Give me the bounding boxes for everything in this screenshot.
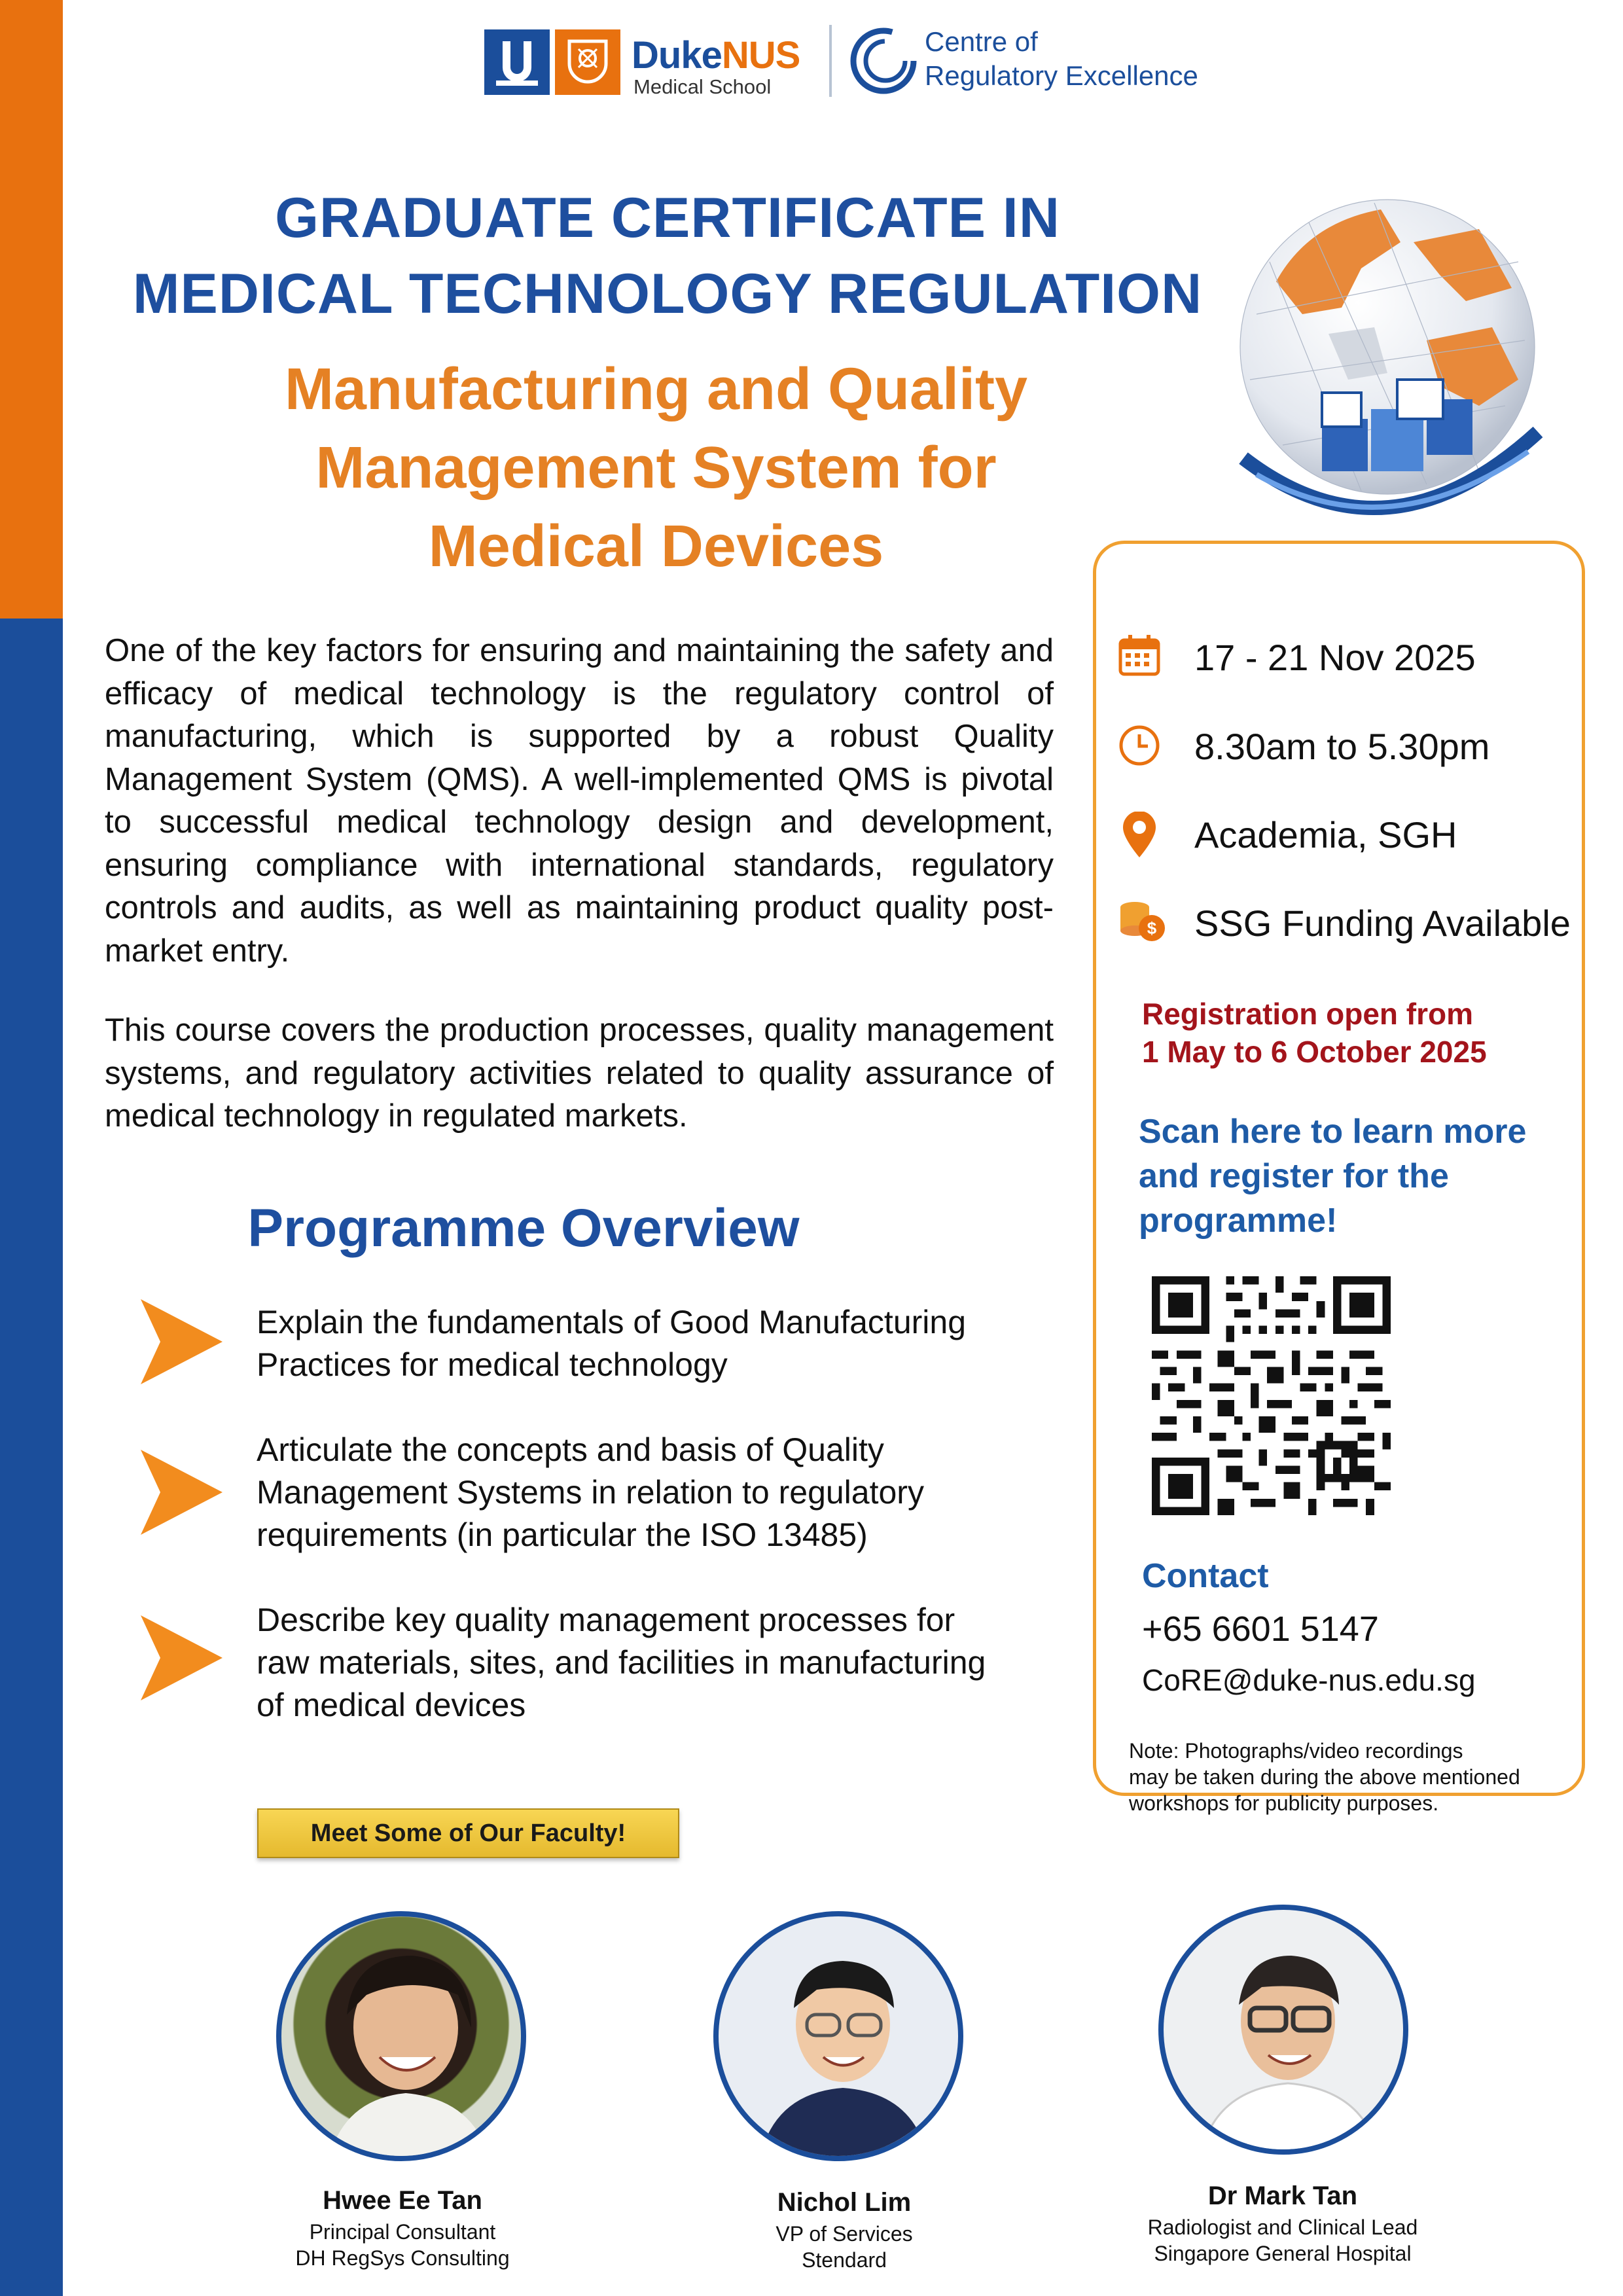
duke-nus-wordmark: DukeNUS	[632, 34, 800, 77]
duke-nus-subtitle: Medical School	[633, 75, 772, 98]
page-title: GRADUATE CERTIFICATE IN MEDICAL TECHNOLOGY REGULATION	[132, 187, 1203, 325]
meet-faculty-button[interactable]: Meet Some of Our Faculty!	[257, 1808, 679, 1858]
logo-divider	[829, 25, 832, 97]
faculty-role: Principal Consultant DH RegSys Consulting	[295, 2220, 510, 2270]
avatar	[276, 1911, 526, 2161]
overview-item: Articulate the concepts and basis of Quality Management Systems in relation to regulatory requirements (in particular the ISO 13485)	[257, 1431, 924, 1553]
duke-shield-icon	[484, 29, 550, 95]
faculty-role: VP of Services Stendard	[776, 2222, 913, 2272]
intro-paragraph: One of the key factors for ensuring and maintaining the safety and efficacy of medical technology is the regulatory control of manufacturing, which is supported by a robust Quality Management System (QMS). A well-implemented QMS is pivotal to successful medical technology design and development, ensuring compliance with international standards, regulatory controls and audits, as well as maintaining product quality post-market entry.	[105, 633, 1054, 969]
clock-icon	[1118, 724, 1161, 767]
side-band-orange	[0, 0, 63, 619]
duke-nus-logo	[484, 29, 812, 98]
faculty-role: Radiologist and Clinical Lead Singapore General Hospital	[1147, 2215, 1418, 2265]
faculty-name: Hwee Ee Tan	[323, 2186, 482, 2215]
photography-note: Note: Photographs/video recordings may be taken during the above mentioned workshops for publicity purposes.	[1129, 1739, 1520, 1815]
avatar	[713, 1911, 963, 2161]
contact-email[interactable]: CoRE@duke-nus.edu.sg	[1142, 1663, 1476, 1697]
overview-item: Explain the fundamentals of Good Manufacturing Practices for medical technology	[257, 1304, 967, 1383]
contact-heading: Contact	[1142, 1557, 1269, 1595]
event-date: 17 - 21 Nov 2025	[1194, 637, 1476, 678]
registration-period: Registration open from 1 May to 6 October 2025	[1142, 997, 1487, 1069]
overview-item: Describe key quality management processes for raw materials, sites, and facilities in manufacturing of medical devices	[257, 1602, 986, 1723]
coins-icon	[1118, 898, 1168, 944]
course-description: This course covers the production processes, quality management systems, and regulatory activities related to quality assurance of medical technology in regulated markets.	[105, 1013, 1054, 1134]
location-pin-icon	[1118, 812, 1161, 859]
faculty-name: Dr Mark Tan	[1207, 2181, 1358, 2210]
contact-phone[interactable]: +65 6601 5147	[1142, 1609, 1379, 1649]
side-band-blue	[0, 619, 63, 2296]
event-venue: Academia, SGH	[1194, 814, 1457, 855]
course-title: Manufacturing and Quality Management System for Medical Devices	[284, 357, 1028, 579]
svg-text:$: $	[1147, 918, 1157, 938]
scan-prompt: Scan here to learn more and register for the programme!	[1139, 1113, 1527, 1240]
globe-illustration	[1230, 183, 1544, 573]
core-swirl-icon	[847, 25, 919, 100]
bullet-arrow-icon	[141, 1450, 223, 1535]
faculty-name: Nichol Lim	[777, 2188, 912, 2217]
overview-heading: Programme Overview	[247, 1198, 800, 1258]
funding-info: SSG Funding Available	[1194, 903, 1571, 944]
avatar	[1158, 1905, 1408, 2155]
bullet-arrow-icon	[141, 1299, 223, 1384]
nus-crest-icon	[555, 29, 620, 95]
event-time: 8.30am to 5.30pm	[1194, 726, 1490, 767]
registration-qr-code[interactable]	[1152, 1276, 1391, 1515]
calendar-icon	[1118, 634, 1161, 677]
bullet-arrow-icon	[141, 1615, 223, 1700]
core-logo-text: Centre of Regulatory Excellence	[925, 26, 1198, 91]
